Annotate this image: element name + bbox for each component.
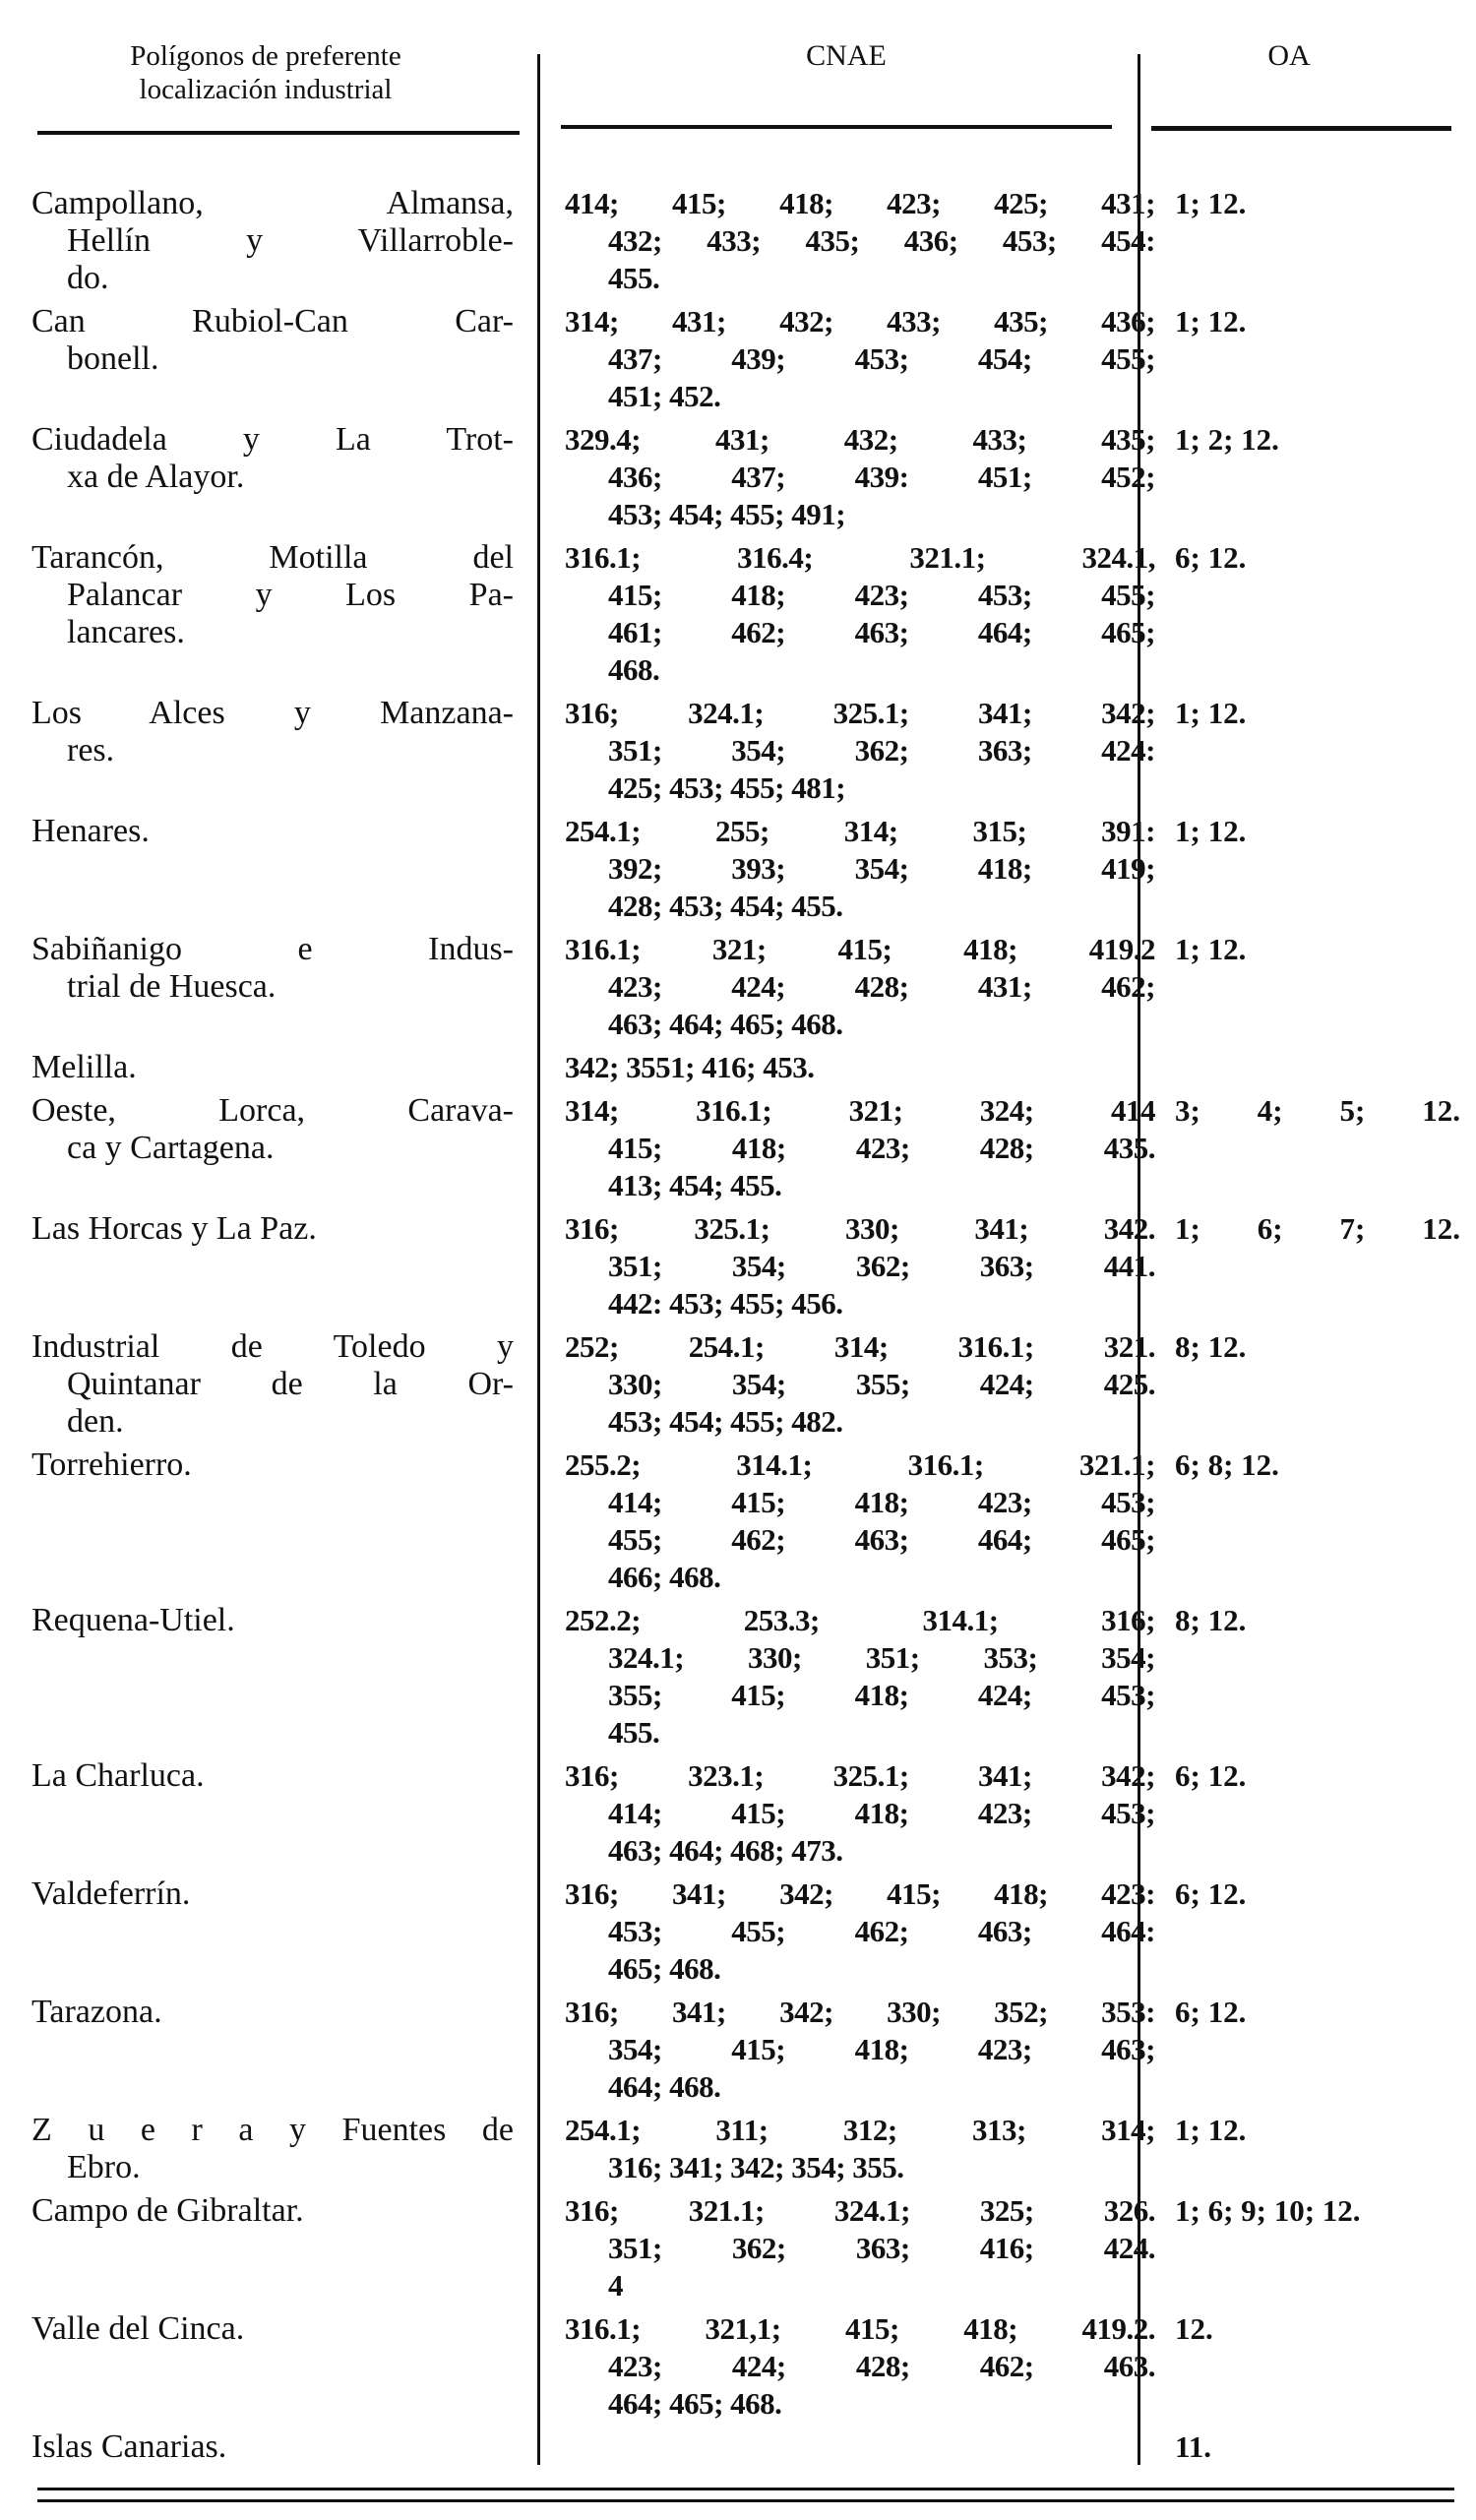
name-line: Ciudadela y La Trot- — [31, 421, 514, 458]
cnae-line: 316.1; 321,1; 415; 418; 419.2. — [565, 2311, 1155, 2346]
name-cell — [31, 1994, 514, 2106]
cnae-line: 4 — [608, 2268, 623, 2303]
oa-cell — [1175, 1602, 1460, 1752]
table-row — [0, 421, 1476, 539]
oa-cell — [1175, 1049, 1460, 1086]
table-row — [0, 1092, 1476, 1210]
header-line: Polígonos de preferente — [130, 40, 401, 72]
name-line: Hellín y Villarroble- — [67, 222, 514, 259]
cnae-line: 354; 415; 418; 423; 463; — [608, 2032, 1155, 2066]
oa-line: 6; 12. — [1175, 1876, 1247, 1911]
cnae-line: 437; 439; 453; 454; 455; — [608, 341, 1155, 376]
table-row — [0, 1210, 1476, 1328]
name-cell — [31, 1875, 514, 1988]
oa-cell — [1175, 421, 1460, 533]
cnae-line: 330; 354; 355; 424; 425. — [608, 1367, 1155, 1401]
cnae-cell — [565, 1757, 1155, 1870]
cnae-line: 324.1; 330; 351; 353; 354; — [608, 1640, 1155, 1675]
name-cell — [31, 931, 514, 1043]
oa-cell — [1175, 2310, 1460, 2423]
name-line: Industrial de Toledo y — [31, 1328, 514, 1365]
cnae-cell — [565, 421, 1155, 533]
name-cell — [31, 1757, 514, 1870]
name-line: Melilla. — [31, 1049, 137, 1085]
cnae-line: 351; 354; 362; 363; 441. — [608, 1249, 1155, 1283]
oa-cell — [1175, 185, 1460, 297]
cnae-line: 316.1; 321; 415; 418; 419.2 — [565, 932, 1155, 966]
name-cell — [31, 2112, 514, 2186]
oa-line: 8; 12. — [1175, 1329, 1247, 1364]
name-cell — [31, 2428, 514, 2466]
table-row — [0, 1602, 1476, 1757]
table-row — [0, 1328, 1476, 1446]
cnae-cell — [565, 2192, 1155, 2305]
name-line: Valdeferrín. — [31, 1875, 191, 1912]
table-row — [0, 931, 1476, 1049]
table-row — [0, 1875, 1476, 1994]
cnae-line: 414; 415; 418; 423; 453; — [608, 1485, 1155, 1519]
cnae-line: 316; 341; 342; 330; 352; 353: — [565, 1995, 1155, 2029]
cnae-line: 455. — [608, 1715, 660, 1750]
name-line: Valle del Cinca. — [31, 2310, 245, 2347]
header-line: localización industrial — [139, 74, 393, 105]
cnae-line: 314; 431; 432; 433; 435; 436; — [565, 304, 1155, 338]
cnae-line: 432; 433; 435; 436; 453; 454: — [608, 223, 1155, 258]
name-cell — [31, 695, 514, 807]
name-line: den. — [67, 1403, 124, 1440]
column-header-cnae: CNAE — [806, 39, 887, 72]
cnae-line: 252; 254.1; 314; 316.1; 321. — [565, 1329, 1155, 1364]
cnae-line: 468. — [608, 652, 660, 687]
column-header-oa: OA — [1267, 39, 1311, 72]
cnae-line: 464; 465; 468. — [608, 2386, 782, 2421]
cnae-line: 463; 464; 468; 473. — [608, 1833, 843, 1868]
oa-line: 12. — [1175, 2311, 1213, 2346]
name-line: bonell. — [67, 340, 159, 377]
cnae-line: 455; 462; 463; 464; 465; — [608, 1522, 1155, 1557]
oa-cell — [1175, 2112, 1460, 2186]
oa-line: 1; 12. — [1175, 304, 1247, 338]
cnae-line: 451; 452. — [608, 379, 721, 413]
cnae-line: 414; 415; 418; 423; 453; — [608, 1796, 1155, 1830]
cnae-line: 314; 316.1; 321; 324; 414 — [565, 1093, 1155, 1128]
cnae-line: 413; 454; 455. — [608, 1168, 782, 1202]
column-header-poligonos — [30, 39, 502, 106]
cnae-line: 392; 393; 354; 418; 419; — [608, 851, 1155, 886]
cnae-line: 351; 362; 363; 416; 424. — [608, 2231, 1155, 2265]
cnae-line: 316; 324.1; 325.1; 341; 342; — [565, 696, 1155, 730]
name-line: do. — [67, 260, 109, 296]
oa-cell — [1175, 2428, 1460, 2466]
oa-line: 1; 12. — [1175, 2113, 1247, 2147]
name-cell — [31, 2310, 514, 2423]
cnae-line: 425; 453; 455; 481; — [608, 770, 846, 805]
name-line: Palancar y Los Pa- — [67, 577, 514, 613]
cnae-line: 415; 418; 423; 428; 435. — [608, 1131, 1155, 1165]
cnae-line: 254.1; 311; 312; 313; 314; — [565, 2113, 1155, 2147]
oa-cell — [1175, 813, 1460, 925]
oa-cell — [1175, 1757, 1460, 1870]
table-row — [0, 1446, 1476, 1602]
oa-line: 8; 12. — [1175, 1603, 1247, 1637]
oa-line: 1; 12. — [1175, 932, 1247, 966]
cnae-line: 466; 468. — [608, 1560, 721, 1594]
oa-line: 1; 2; 12. — [1175, 422, 1279, 457]
name-line: Ebro. — [67, 2149, 141, 2185]
oa-cell — [1175, 695, 1460, 807]
name-line: La Charluca. — [31, 1757, 205, 1794]
header-rule-name — [37, 131, 520, 135]
cnae-line: 351; 354; 362; 363; 424: — [608, 733, 1155, 768]
table-row — [0, 2192, 1476, 2310]
cnae-line: 442: 453; 455; 456. — [608, 1286, 843, 1321]
name-line: res. — [67, 732, 115, 768]
cnae-line: 316; 341; 342; 354; 355. — [608, 2150, 904, 2184]
name-line: Campo de Gibraltar. — [31, 2192, 304, 2229]
oa-cell — [1175, 1092, 1460, 1204]
cnae-cell — [565, 931, 1155, 1043]
cnae-line: 428; 453; 454; 455. — [608, 889, 843, 923]
oa-cell — [1175, 1210, 1460, 1322]
cnae-cell — [565, 185, 1155, 297]
name-line: Islas Canarias. — [31, 2428, 227, 2465]
cnae-cell — [565, 1210, 1155, 1322]
table-row — [0, 1994, 1476, 2112]
cnae-cell — [565, 1328, 1155, 1441]
table-row — [0, 1757, 1476, 1875]
name-line: Z u e r a y Fuentes de — [31, 2112, 514, 2148]
cnae-line: 463; 464; 465; 468. — [608, 1007, 843, 1041]
table-row — [0, 1049, 1476, 1092]
cnae-line: 342; 3551; 416; 453. — [565, 1050, 815, 1084]
cnae-cell — [565, 1092, 1155, 1204]
oa-cell — [1175, 2192, 1460, 2305]
table-row — [0, 2112, 1476, 2192]
oa-line: 1; 6; 7; 12. — [1175, 1211, 1460, 1246]
table-row — [0, 2310, 1476, 2428]
cnae-line: 414; 415; 418; 423; 425; 431; — [565, 186, 1155, 220]
cnae-line: 453; 454; 455; 491; — [608, 497, 846, 531]
oa-cell — [1175, 303, 1460, 415]
name-line: Oeste, Lorca, Carava- — [31, 1092, 514, 1129]
name-cell — [31, 2192, 514, 2305]
cnae-line: 355; 415; 418; 424; 453; — [608, 1678, 1155, 1712]
name-line: Quintanar de la Or- — [67, 1366, 514, 1402]
oa-line: 1; 12. — [1175, 696, 1247, 730]
cnae-line: 252.2; 253.3; 314.1; 316; — [565, 1603, 1155, 1637]
cnae-line: 423; 424; 428; 462; 463. — [608, 2349, 1155, 2383]
name-line: Campollano, Almansa, — [31, 185, 514, 221]
table-row — [0, 303, 1476, 421]
name-cell — [31, 1210, 514, 1322]
name-cell — [31, 1446, 514, 1596]
name-cell — [31, 1049, 514, 1086]
oa-cell — [1175, 931, 1460, 1043]
oa-line: 1; 12. — [1175, 186, 1247, 220]
name-cell — [31, 185, 514, 297]
cnae-line: 465; 468. — [608, 1951, 721, 1986]
oa-cell — [1175, 1875, 1460, 1988]
cnae-cell — [565, 303, 1155, 415]
name-cell — [31, 421, 514, 533]
cnae-line: 316; 325.1; 330; 341; 342. — [565, 1211, 1155, 1246]
cnae-line: 329.4; 431; 432; 433; 435; — [565, 422, 1155, 457]
cnae-line: 423; 424; 428; 431; 462; — [608, 969, 1155, 1004]
cnae-cell — [565, 2310, 1155, 2423]
cnae-cell — [565, 2112, 1155, 2186]
name-line: xa de Alayor. — [67, 459, 245, 495]
cnae-line: 461; 462; 463; 464; 465; — [608, 615, 1155, 649]
table-row — [0, 185, 1476, 303]
name-line: Los Alces y Manzana- — [31, 695, 514, 731]
oa-line: 11. — [1175, 2429, 1212, 2464]
table-row — [0, 539, 1476, 695]
header-rule-oa — [1151, 126, 1451, 131]
oa-line: 6; 8; 12. — [1175, 1447, 1279, 1482]
name-line: Requena-Utiel. — [31, 1602, 235, 1638]
cnae-line: 415; 418; 423; 453; 455; — [608, 578, 1155, 612]
oa-line: 6; 12. — [1175, 1995, 1247, 2029]
cnae-line: 453; 454; 455; 482. — [608, 1404, 843, 1439]
oa-line: 3; 4; 5; 12. — [1175, 1093, 1460, 1128]
oa-line: 1; 6; 9; 10; 12. — [1175, 2193, 1361, 2228]
name-cell — [31, 1092, 514, 1204]
name-line: Tarazona. — [31, 1994, 162, 2030]
cnae-line: 316; 323.1; 325.1; 341; 342; — [565, 1758, 1155, 1793]
table-body — [0, 185, 1476, 2472]
name-cell — [31, 539, 514, 689]
cnae-line: 255.2; 314.1; 316.1; 321.1; — [565, 1447, 1155, 1482]
oa-cell — [1175, 539, 1460, 689]
cnae-cell — [565, 813, 1155, 925]
name-line: Torrehierro. — [31, 1446, 192, 1483]
cnae-line: 436; 437; 439: 451; 452; — [608, 460, 1155, 494]
cnae-line: 464; 468. — [608, 2069, 721, 2104]
cnae-line: 453; 455; 462; 463; 464: — [608, 1914, 1155, 1948]
name-line: Can Rubiol-Can Car- — [31, 303, 514, 339]
name-cell — [31, 1602, 514, 1752]
bottom-rule-2 — [37, 2499, 1454, 2502]
table-row — [0, 695, 1476, 813]
table-row — [0, 813, 1476, 931]
cnae-cell — [565, 1875, 1155, 1988]
name-cell — [31, 303, 514, 415]
oa-line: 1; 12. — [1175, 814, 1247, 848]
name-line: Tarancón, Motilla del — [31, 539, 514, 576]
cnae-line: 316; 341; 342; 415; 418; 423: — [565, 1876, 1155, 1911]
cnae-cell — [565, 2428, 1155, 2466]
cnae-cell — [565, 539, 1155, 689]
cnae-cell — [565, 1994, 1155, 2106]
bottom-rule-1 — [37, 2488, 1454, 2490]
name-line: Henares. — [31, 813, 150, 849]
oa-cell — [1175, 1328, 1460, 1441]
oa-cell — [1175, 1446, 1460, 1596]
name-line: lancares. — [67, 614, 185, 650]
oa-line: 6; 12. — [1175, 540, 1247, 575]
cnae-line: 316; 321.1; 324.1; 325; 326. — [565, 2193, 1155, 2228]
cnae-cell — [565, 1049, 1155, 1086]
name-cell — [31, 1328, 514, 1441]
table-row — [0, 2428, 1476, 2472]
cnae-cell — [565, 1602, 1155, 1752]
cnae-line: 316.1; 316.4; 321.1; 324.1, — [565, 540, 1155, 575]
oa-cell — [1175, 1994, 1460, 2106]
name-line: Sabiñanigo e Indus- — [31, 931, 514, 967]
oa-line: 6; 12. — [1175, 1758, 1247, 1793]
name-line: Las Horcas y La Paz. — [31, 1210, 317, 1247]
header-rule-cnae — [561, 125, 1112, 129]
name-line: ca y Cartagena. — [67, 1130, 275, 1166]
name-line: trial de Huesca. — [67, 968, 277, 1005]
cnae-line: 254.1; 255; 314; 315; 391: — [565, 814, 1155, 848]
cnae-line: 455. — [608, 261, 660, 295]
name-cell — [31, 813, 514, 925]
cnae-cell — [565, 695, 1155, 807]
cnae-cell — [565, 1446, 1155, 1596]
